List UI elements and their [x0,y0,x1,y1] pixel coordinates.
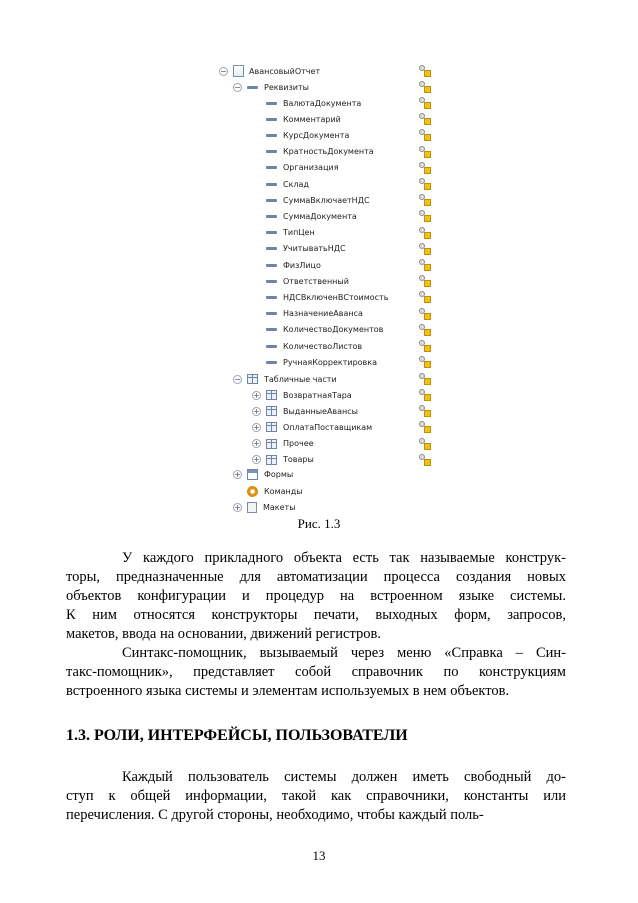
tree-attribute-label: НДСВключенВСтоимость [283,292,389,302]
section-heading: 1.3. РОЛИ, ИНТЕРФЕЙСЫ, ПОЛЬЗОВАТЕЛИ [66,727,408,744]
tree-tabpart-label: ВыданныеАвансы [283,406,358,416]
lock-icon [418,453,432,467]
tree-attribute-row[interactable] [266,258,321,272]
expand-icon[interactable]: + [253,422,260,432]
tree-attribute-row[interactable] [266,307,363,321]
text-line: объектов конфигурации и процедур на встроенном языке системы. [66,588,566,604]
lock-icon [418,226,432,240]
expand-icon[interactable]: + [234,469,241,479]
figure-caption: Рис. 1.3 [297,516,341,531]
text-line: У каждого прикладного объекта есть так называемые конструк- [122,550,566,566]
lock-icon [418,307,432,321]
attribute-icon [247,86,258,89]
tree-attribute-row[interactable] [266,242,346,256]
tree-attribute-row[interactable] [266,323,383,337]
tree-forms-row[interactable] [233,467,293,481]
tree-attribute-row[interactable] [266,193,370,207]
document-icon [233,65,244,77]
attribute-icon [266,166,277,169]
command-icon [247,486,258,497]
text-line: К ним относятся конструкторы печати, выходных форм, запросов, [66,607,566,623]
lock-icon [418,193,432,207]
table-icon [266,406,277,416]
tree-attribute-row[interactable] [266,177,309,191]
tree-attribute-label: ТипЦен [283,228,315,238]
tree-tabpart-row[interactable] [252,404,358,418]
layout-icon [247,502,257,513]
lock-icon [418,209,432,223]
tree-tabparts-row[interactable] [233,372,337,386]
tree-attribute-label: СуммаДокумента [283,211,357,221]
tree-attribute-row[interactable] [266,161,339,175]
tree-attribute-row[interactable] [266,112,341,126]
tree-attribute-row[interactable] [266,290,388,304]
text-line: макетов, ввода на основании, движений регистров. [66,626,381,642]
attribute-icon [266,118,277,121]
attribute-icon [266,150,277,153]
tree-tabpart-label: ВозвратнаяТара [283,390,352,400]
paragraph-2 [66,644,566,701]
attribute-icon [266,134,277,137]
text-line: Каждый пользователь системы должен иметь свободный до- [122,769,566,785]
tree-attribute-label: Организация [283,163,339,173]
attribute-icon [266,102,277,105]
expand-icon[interactable]: + [253,455,260,465]
lock-icon [418,112,432,126]
text-line: перечисления. С другой стороны, необходимо, чтобы каждый поль- [66,807,484,823]
tree-attribute-row[interactable] [266,226,315,240]
lock-icon [418,242,432,256]
tree-tabpart-row[interactable] [252,437,314,451]
lock-icon [418,128,432,142]
tree-attribute-label: Комментарий [283,114,341,124]
tree-attribute-label: ВалютаДокумента [283,98,362,108]
attribute-icon [266,199,277,202]
lock-icon [418,355,432,369]
table-icon [266,422,277,432]
lock-icon [418,323,432,337]
lock-icon [418,80,432,94]
tree-attribute-row[interactable] [266,128,349,142]
tree-attribute-label: РучнаяКорректировка [283,357,377,367]
attribute-icon [266,264,277,267]
lock-icon [418,339,432,353]
text-line: ступ к общей информации, такой как справочники, константы или [66,788,566,804]
tree-rekvizity-label: Реквизиты [264,82,309,92]
table-icon [266,439,277,449]
paragraph-1 [66,549,566,644]
tree-root-row[interactable] [219,64,320,78]
lock-icon [418,274,432,288]
tree-attribute-label: КоличествоДокументов [283,325,384,335]
tree-tabparts-label: Табличные части [264,374,337,384]
lock-icon [418,161,432,175]
tree-layouts-row[interactable] [233,500,296,514]
page-number: 13 [312,848,326,863]
attribute-icon [266,312,277,315]
tree-attribute-label: СуммаВключаетНДС [283,195,370,205]
tree-tabpart-label: Товары [283,455,314,465]
tree-attribute-row[interactable] [266,209,357,223]
tree-attribute-label: НазначениеАванса [283,309,363,319]
tree-attribute-row[interactable] [266,96,361,110]
lock-icon [418,404,432,418]
attribute-icon [266,328,277,331]
attribute-icon [266,215,277,218]
tree-attribute-label: УчитыватьНДС [283,244,346,254]
attribute-icon [266,231,277,234]
lock-icon [418,64,432,78]
expand-icon[interactable]: + [253,406,260,416]
text-line: торы, предназначенные для автоматизации процесса создания новых [66,569,566,585]
collapse-icon[interactable]: − [234,82,241,92]
lock-icon [418,420,432,434]
expand-icon[interactable]: + [234,502,241,512]
tree-tabpart-row[interactable] [252,420,372,434]
expand-icon[interactable]: + [253,390,260,400]
table-icon [266,455,277,465]
tree-root-label: АвансовыйОтчет [249,66,321,76]
tree-attribute-row[interactable] [266,355,377,369]
tree-attribute-label: ФизЛицо [283,260,321,270]
text-line: Синтакс-помощник, вызываемый через меню «Справка – Син- [122,645,566,661]
lock-icon [418,177,432,191]
text-line: такс-помощник», представляет собой справочник по конструкциям [66,664,566,680]
attribute-icon [266,183,277,186]
collapse-icon[interactable]: − [220,66,227,76]
tree-attribute-label: Склад [283,179,309,189]
lock-icon [418,96,432,110]
tree-rekvizity-row[interactable] [233,80,309,94]
tree-commands-label: Команды [264,486,303,496]
attribute-icon [266,280,277,283]
table-icon [247,374,258,384]
tree-forms-label: Формы [264,469,294,479]
lock-icon [418,258,432,272]
tree-attribute-row[interactable] [266,145,374,159]
form-icon [247,469,258,480]
tree-attribute-label: КоличествоЛистов [283,341,363,351]
lock-icon [418,145,432,159]
tree-attribute-label: КурсДокумента [283,130,350,140]
lock-icon [418,437,432,451]
tree-layouts-label: Макеты [263,502,296,512]
tree-tabpart-label: ОплатаПоставщикам [283,422,373,432]
tree-tabpart-row[interactable] [252,453,314,467]
lock-icon [418,290,432,304]
tree-commands-row[interactable] [233,484,303,498]
expand-icon[interactable]: + [253,439,260,449]
tree-tabpart-row[interactable] [252,388,352,402]
lock-icon [418,388,432,402]
tree-attribute-label: Ответственный [283,276,349,286]
collapse-icon[interactable]: − [234,374,241,384]
paragraph-3 [66,768,566,825]
tree-attribute-row[interactable] [266,339,362,353]
text-line: встроенного языка системы и элементам используемых в нем объектов. [66,683,510,699]
table-icon [266,390,277,400]
attribute-icon [266,361,277,364]
attribute-icon [266,247,277,250]
tree-attribute-row[interactable] [266,274,349,288]
tree-attribute-label: КратностьДокумента [283,147,374,157]
attribute-icon [266,345,277,348]
tree-tabpart-label: Прочее [283,439,314,449]
lock-icon [418,372,432,386]
attribute-icon [266,296,277,299]
